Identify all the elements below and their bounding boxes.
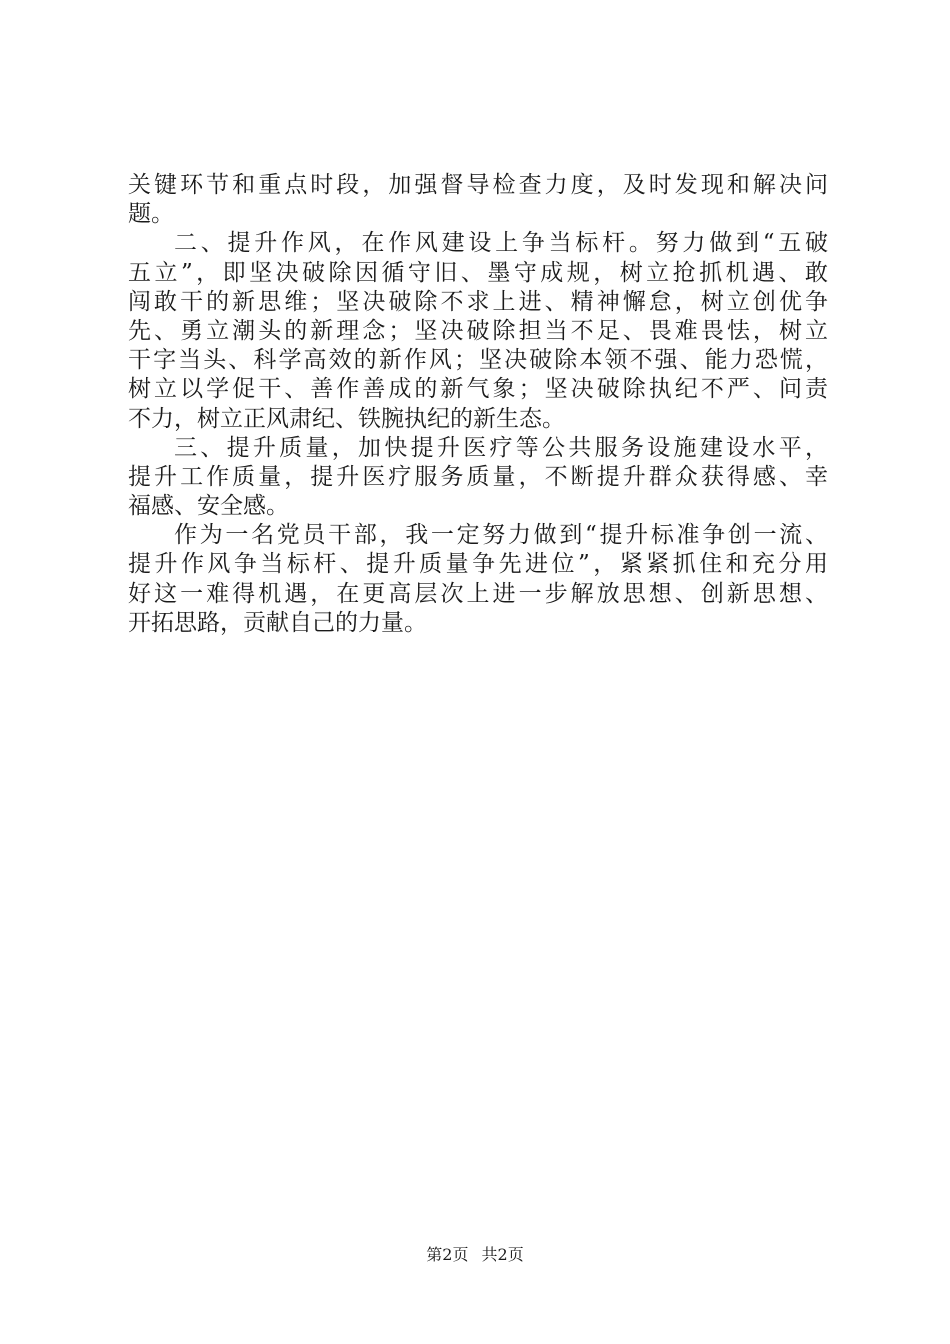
text-line: 提升作风争当标杆、提升质量争先进位”，紧紧抓住和充分用: [128, 551, 828, 578]
document-body: [128, 171, 828, 638]
page-footer: [0, 1244, 950, 1266]
text-line: 题。: [128, 201, 174, 228]
text-line: 树立以学促干、善作善成的新气象；坚决破除执纪不严、问责: [128, 376, 828, 403]
text-line: 好这一难得机遇，在更高层次上进一步解放思想、创新思想、: [128, 580, 828, 607]
page-number: 第2页: [426, 1245, 469, 1264]
text-line: 五立”，即坚决破除因循守旧、墨守成规，树立抢抓机遇、敢: [128, 259, 828, 286]
paragraph-first-line: 三、提升质量，加快提升医疗等公共服务设施建设水平，: [174, 434, 828, 461]
page-total: 共2页: [481, 1245, 524, 1264]
text-line: 先、勇立潮头的新理念；坚决破除担当不足、畏难畏怯，树立: [128, 317, 828, 344]
text-line: 干字当头、科学高效的新作风；坚决破除本领不强、能力恐慌，: [128, 347, 828, 374]
text-line: 开拓思路，贡献自己的力量。: [128, 609, 427, 636]
text-line: 提升工作质量，提升医疗服务质量，不断提升群众获得感、幸: [128, 463, 828, 490]
text-line: 关键环节和重点时段，加强督导检查力度，及时发现和解决问: [128, 172, 828, 198]
text-line: 不力，树立正风肃纪、铁腕执纪的新生态。: [128, 405, 565, 432]
paragraph-first-line: 二、提升作风，在作风建设上争当标杆。努力做到“五破: [174, 230, 828, 257]
text-line: 福感、安全感。: [128, 493, 289, 520]
paragraph-first-line: 作为一名党员干部，我一定努力做到“提升标准争创一流、: [174, 522, 828, 549]
text-line: 闯敢干的新思维；坚决破除不求上进、精神懈怠，树立创优争: [128, 288, 828, 315]
